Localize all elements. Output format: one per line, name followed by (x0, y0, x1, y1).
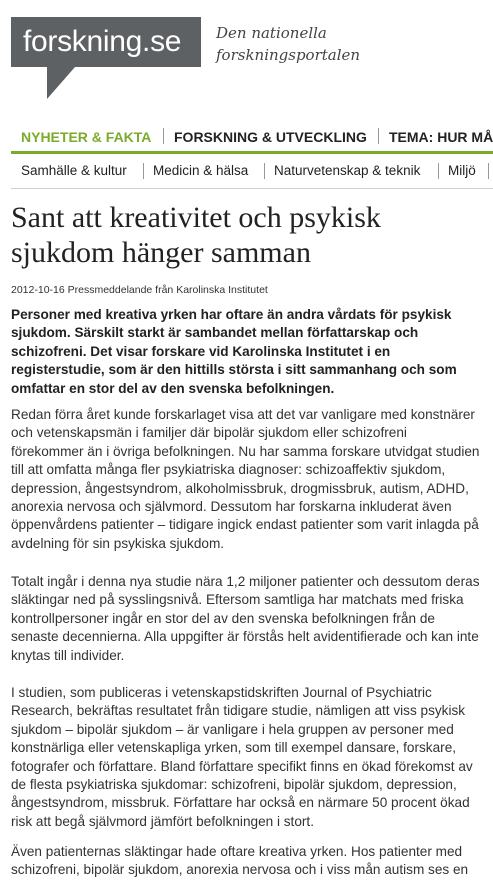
secondary-nav (0, 162, 493, 182)
site-tagline (216, 22, 360, 66)
subnav-miljo[interactable]: Miljö (448, 163, 476, 178)
primary-nav-underline (11, 151, 493, 154)
tagline-line-1: Den nationella (216, 24, 327, 42)
subnav-separator (438, 163, 439, 179)
logo-speech-tail (47, 67, 75, 99)
nav-forskning-utveckling[interactable]: FORSKNING & UTVECKLING (174, 129, 367, 145)
article-paragraph-1: Redan förra året kunde forskarlaget visa att det var vanligare med konstnärer och vetenskapsmän i familjer där bipolär sjukdom eller schizofreni förekommer än i övriga befolkningen. Nu har samma forskare utvidgat studien till att omfatta många fler psykiatriska diagnoser: schizoaffektiv sjukdom, depression, ångestsyndrom, alkoholmissbruk, drogmissbruk, autism, ADHD, anorexia nervosa och självmord. Dessutom har forskarna inkluderat även öppenvårdens patienter – tidigare ingick endast patienter som varit inlagda på avdelning för sin psykiska sjukdom. (11, 407, 480, 551)
nav-tema[interactable]: TEMA: HUR MÅ (389, 129, 493, 145)
article-meta: 2012-10-16 Pressmeddelande från Karolinska Institutet (11, 284, 268, 296)
article-paragraph-4: Även patienternas släktingar hade oftare kreativa yrken. Hos patienter med schizofreni, bipolär sjukdom, anorexia nervosa och i viss mån autism ses en (11, 844, 469, 878)
nav-nyheter-fakta[interactable]: NYHETER & FAKTA (21, 129, 152, 145)
subnav-medicin-halsa[interactable]: Medicin & hälsa (153, 163, 249, 178)
nav-separator (163, 128, 164, 144)
site-logo[interactable]: forskning.se (11, 17, 201, 67)
article-paragraph-3: I studien, som publiceras i vetenskapstidskriften Journal of Psychiatric Research, bekräftas resultatet från tidigare studie, nämligen att viss psykisk sjukdom – bipolär sjukdom – är vanligare i hela gruppen av personer med konstnärliga eller vetenskapliga yrken, som till exempel dansare, forskare, fotografer och författare. Bland författare specifikt finns en ökad förekomst av de flesta psykiatriska sjukdomar: schizofreni, bipolär sjukdom, depression, ångestsyndrom, missbruk. Författare har också en närmare 50 procent ökad risk att begå självmord jämfört befolkningen i stort. (11, 685, 473, 829)
subnav-separator (143, 163, 144, 179)
subnav-separator (488, 163, 489, 179)
tagline-line-2: forskningsportalen (216, 46, 361, 64)
subnav-separator (264, 163, 265, 179)
secondary-nav-divider (11, 188, 493, 189)
article-paragraph-2: Totalt ingår i denna nya studie nära 1,2 miljoner patienter och dessutom deras släktingar ned på sysslingsnivå. Eftersom samtliga har matchats med friska kontrollpersoner ingår en stor del av den svenska befolkningen från de senaste decennierna. Alla uppgifter är förstås helt avidentifierade och kan inte knytas till individer. (11, 574, 480, 663)
nav-separator (378, 128, 379, 144)
subnav-samhalle-kultur[interactable]: Samhälle & kultur (21, 163, 127, 178)
primary-nav (0, 126, 493, 148)
article-lead: Personer med kreativa yrken har oftare än andra vårdats för psykisk sjukdom. Särskilt starkt är sambandet mellan författarskap och schizofreni. Det visar forskare vid Karolinska Institutet i en registerstudie, som är den hittills största i sitt sammanhang och som omfattar en stor del av den svenska befolkningen. (11, 307, 457, 396)
article-title: Sant att kreativitet och psykisk sjukdom hänger samman (11, 201, 381, 269)
subnav-naturvetenskap-teknik[interactable]: Naturvetenskap & teknik (274, 163, 421, 178)
